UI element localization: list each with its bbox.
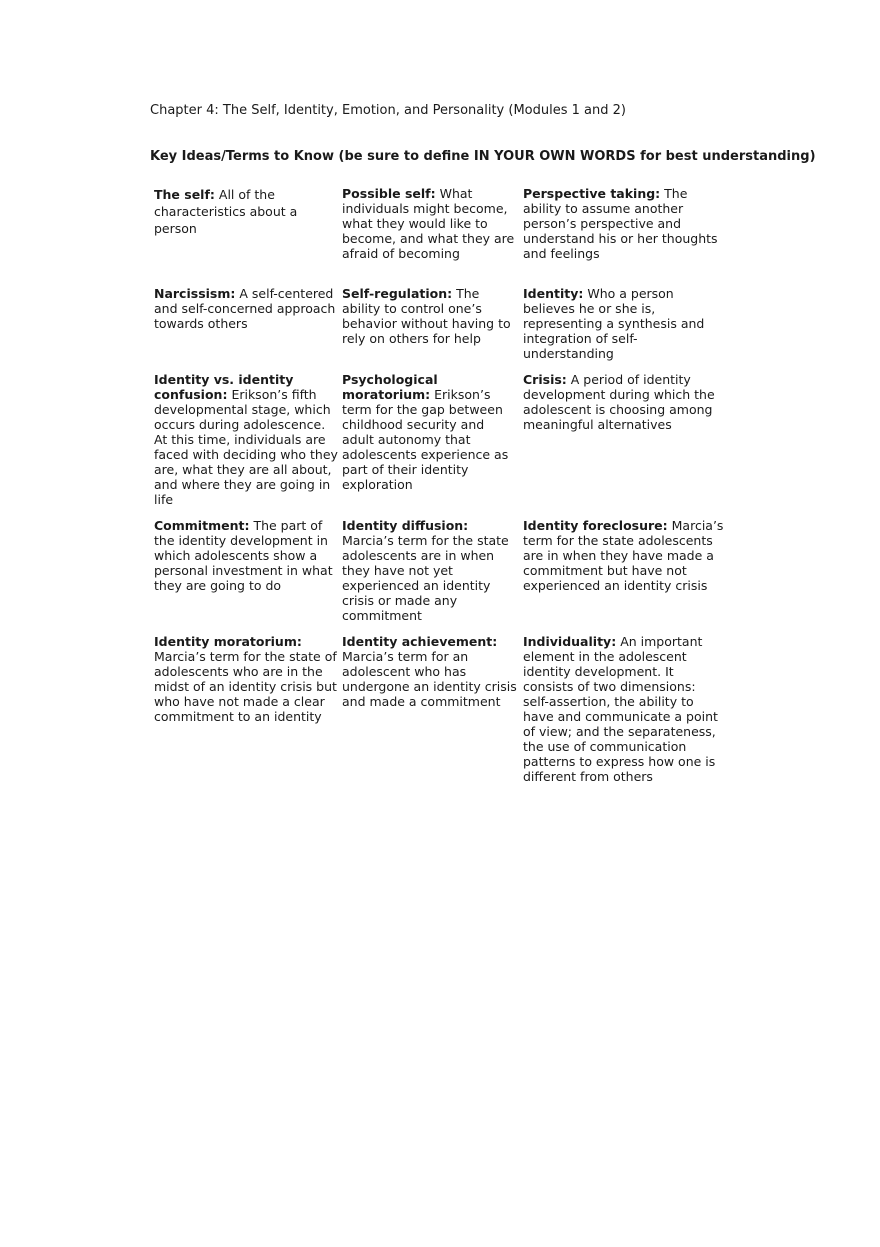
term-cell-commitment <box>154 518 342 634</box>
term-definition: The ability to control one’s behavior without having to rely on others for help <box>342 286 511 346</box>
term-cell-possible-self <box>342 186 523 286</box>
term-name: Crisis: <box>523 372 567 387</box>
term-definition: What individuals might become, what they would like to become, and what they are afraid of becoming <box>342 186 515 261</box>
term-definition: Marcia’s term for the state adolescents are in when they have not yet experienced an identity crisis or made any commitment <box>342 533 509 623</box>
term-definition: Erikson’s fifth developmental stage, which occurs during adolescence. At this time, individuals are faced with deciding who they are, what they are all about, and where they are going in life <box>154 387 338 507</box>
term-cell-individuality <box>523 634 729 784</box>
term-name: Identity achievement: <box>342 634 498 649</box>
term-name: Individuality: <box>523 634 617 649</box>
term-name: Narcissism: <box>154 286 236 301</box>
term-definition: Marcia’s term for an adolescent who has undergone an identity crisis and made a commitment <box>342 649 517 709</box>
term-cell-the-self <box>154 186 342 286</box>
term-name: The self: <box>154 187 215 202</box>
key-terms-heading: Key Ideas/Terms to Know (be sure to define IN YOUR OWN WORDS for best understanding) <box>150 149 816 164</box>
term-name: Identity foreclosure: <box>523 518 668 533</box>
term-cell-identity-diffusion <box>342 518 523 634</box>
term-definition: A self-centered and self-concerned approach towards others <box>154 286 336 331</box>
term-definition: Erikson’s term for the gap between childhood security and adult autonomy that adolescents experience as part of their identity exploration <box>342 387 509 492</box>
term-definition: The ability to assume another person’s perspective and understand his or her thoughts and feelings <box>523 186 718 261</box>
term-definition: A period of identity development during which the adolescent is choosing among meaningful alternatives <box>523 372 715 432</box>
term-name: Identity moratorium: <box>154 634 302 649</box>
term-definition: Marcia’s term for the state adolescents are in when they have made a commitment but have not experienced an identity crisis <box>523 518 724 593</box>
term-cell-identity-moratorium <box>154 634 342 784</box>
term-definition: Who a person believes he or she is, representing a synthesis and integration of self-understanding <box>523 286 705 361</box>
terms-grid <box>154 186 729 784</box>
term-cell-identity-vs-confusion <box>154 372 342 518</box>
term-name: Self-regulation: <box>342 286 453 301</box>
term-cell-perspective-taking <box>523 186 729 286</box>
term-definition: An important element in the adolescent identity development. It consists of two dimensions: self-assertion, the ability to have and communicate a point of view; and the separateness, the use of communication patterns to express how one is different from others <box>523 634 718 784</box>
term-cell-self-regulation <box>342 286 523 372</box>
term-cell-narcissism <box>154 286 342 372</box>
term-definition: The part of the identity development in which adolescents show a personal investment in what they are going to do <box>154 518 333 593</box>
term-name: Identity vs. identity confusion: <box>154 372 294 402</box>
term-cell-crisis <box>523 372 729 518</box>
term-name: Perspective taking: <box>523 186 661 201</box>
term-definition: Marcia’s term for the state of adolescents who are in the midst of an identity crisis but who have not made a clear commitment to an identity <box>154 649 337 724</box>
term-name: Commitment: <box>154 518 250 533</box>
term-name: Possible self: <box>342 186 436 201</box>
term-cell-identity-foreclosure <box>523 518 729 634</box>
term-cell-psychological-moratorium <box>342 372 523 518</box>
term-definition: All of the characteristics about a person <box>154 187 298 236</box>
page-title: Chapter 4: The Self, Identity, Emotion, and Personality (Modules 1 and 2) <box>150 103 626 118</box>
term-cell-identity-achievement <box>342 634 523 784</box>
term-name: Psychological moratorium: <box>342 372 438 402</box>
term-cell-identity <box>523 286 729 372</box>
term-name: Identity diffusion: <box>342 518 469 533</box>
term-name: Identity: <box>523 286 584 301</box>
